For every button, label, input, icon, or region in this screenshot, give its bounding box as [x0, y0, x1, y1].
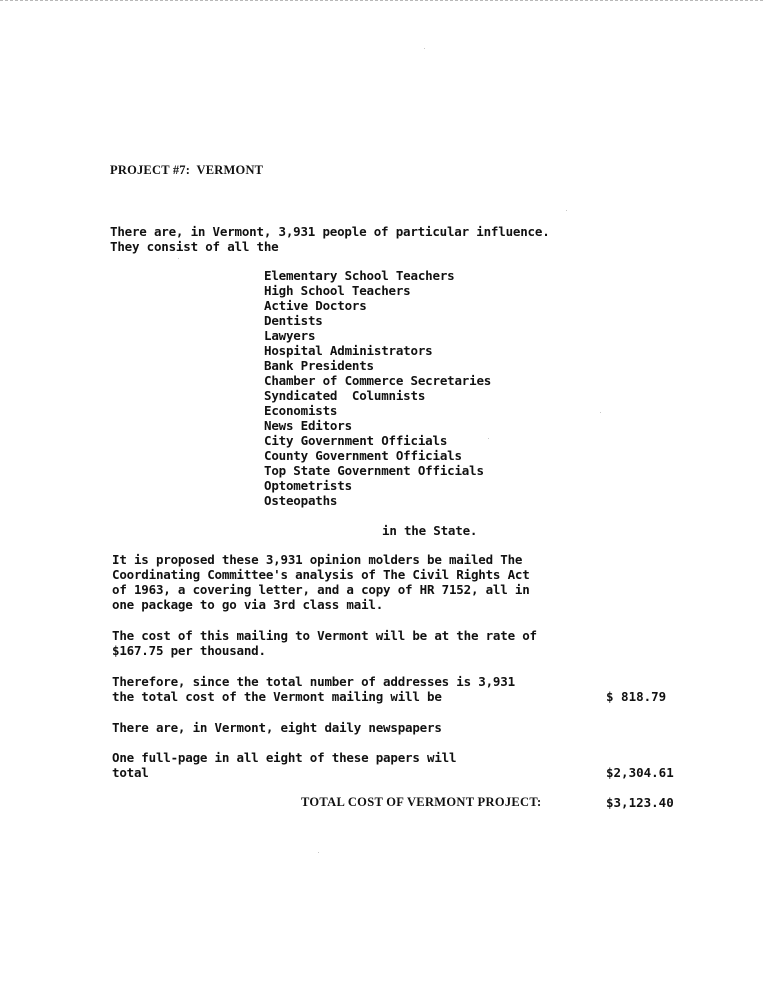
- proposal-line-1: It is proposed these 3,931 opinion molders be mailed The: [112, 552, 523, 567]
- occupation-item: Top State Government Officials: [264, 463, 484, 478]
- occupation-item: Economists: [264, 403, 338, 418]
- in-the-state: in the State.: [382, 523, 478, 538]
- scan-speck: [424, 48, 425, 49]
- occupation-item: Syndicated Columnists: [264, 388, 426, 403]
- occupation-item: City Government Officials: [264, 433, 448, 448]
- mailing-cost-amount: $ 818.79: [606, 689, 667, 704]
- occupation-item: County Government Officials: [264, 448, 462, 463]
- scan-speck: [488, 438, 489, 439]
- fullpage-line-2: total: [112, 765, 149, 780]
- occupation-item: Osteopaths: [264, 493, 338, 508]
- proposal-line-4: one package to go via 3rd class mail.: [112, 597, 384, 612]
- scan-speck: [566, 210, 567, 211]
- occupation-item: Optometrists: [264, 478, 352, 493]
- occupation-item: Bank Presidents: [264, 358, 374, 373]
- fullpage-line-1: One full-page in all eight of these papers will: [112, 750, 457, 765]
- occupation-item: Active Doctors: [264, 298, 367, 313]
- scan-speck: [178, 258, 179, 259]
- project-heading: [110, 163, 263, 178]
- project-number: PROJECT #7:: [110, 163, 191, 177]
- scan-speck: [600, 412, 601, 413]
- occupation-item: High School Teachers: [264, 283, 411, 298]
- fullpage-cost-amount: $2,304.61: [606, 765, 674, 780]
- mailing-total-line-1: Therefore, since the total number of addresses is 3,931: [112, 674, 515, 689]
- proposal-line-2: Coordinating Committee's analysis of The Civil Rights Act: [112, 567, 530, 582]
- mailing-total-line-2: the total cost of the Vermont mailing will be: [112, 689, 442, 704]
- newspapers-line: There are, in Vermont, eight daily newspapers: [112, 720, 442, 735]
- occupation-item: Elementary School Teachers: [264, 268, 455, 283]
- proposal-line-3: of 1963, a covering letter, and a copy of HR 7152, all in: [112, 582, 530, 597]
- occupation-item: Lawyers: [264, 328, 316, 343]
- occupation-item: News Editors: [264, 418, 352, 433]
- intro-line-1: There are, in Vermont, 3,931 people of particular influence.: [110, 224, 550, 239]
- cost-rate-line-2: $167.75 per thousand.: [112, 643, 266, 658]
- cost-rate-line-1: The cost of this mailing to Vermont will be at the rate of: [112, 628, 537, 643]
- page-top-border: [0, 0, 763, 1]
- occupation-item: Dentists: [264, 313, 323, 328]
- grand-total-label: TOTAL COST OF VERMONT PROJECT:: [301, 795, 542, 809]
- grand-total-amount: $3,123.40: [606, 795, 674, 810]
- occupation-item: Chamber of Commerce Secretaries: [264, 373, 492, 388]
- occupation-item: Hospital Administrators: [264, 343, 433, 358]
- project-state: VERMONT: [196, 163, 264, 177]
- intro-line-2: They consist of all the: [110, 239, 279, 254]
- scan-speck: [318, 852, 319, 853]
